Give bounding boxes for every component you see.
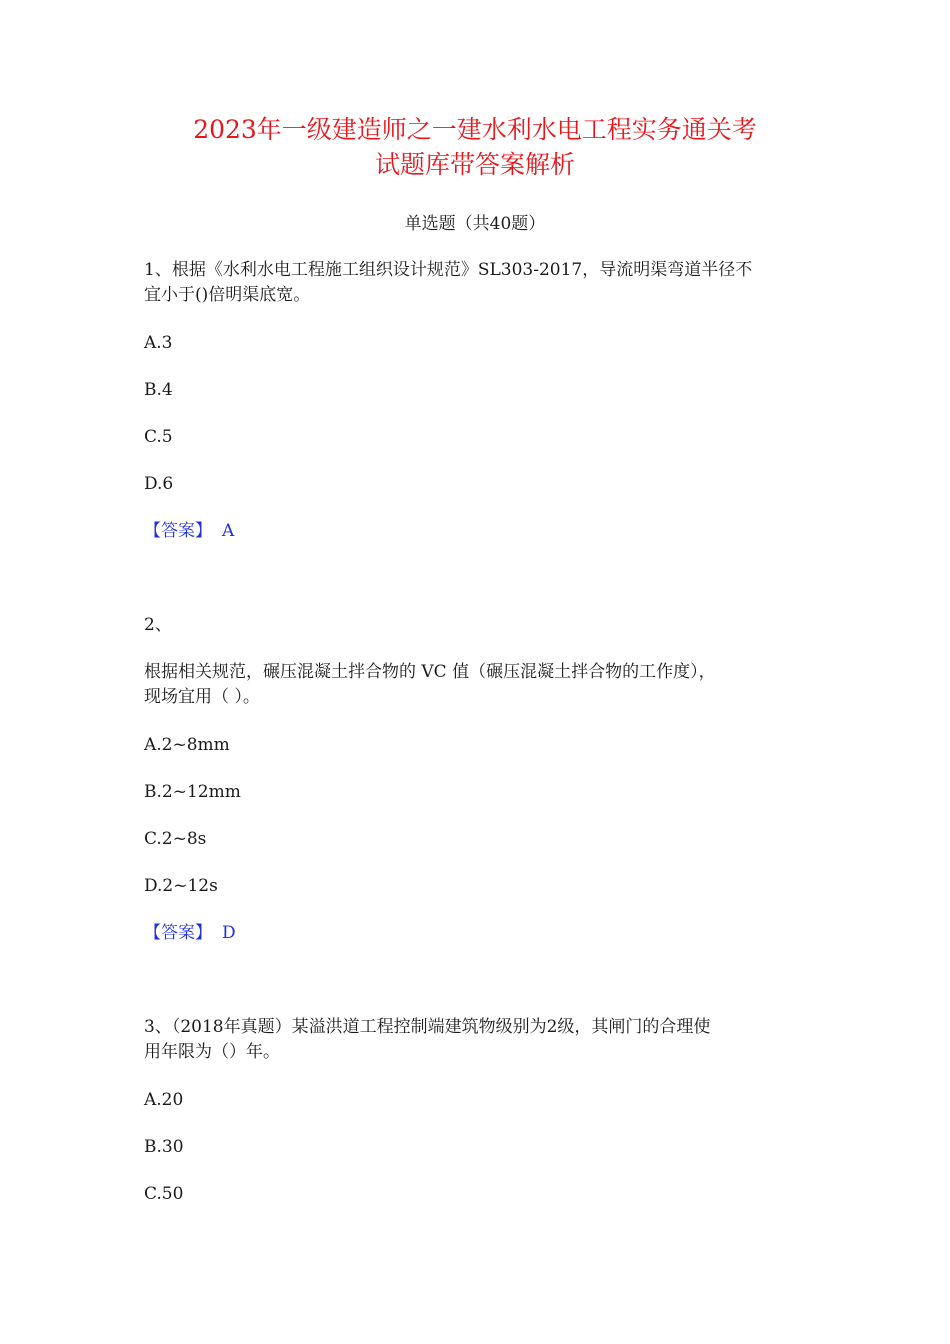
question-1-option-a: A.3 — [144, 333, 173, 353]
question-2-line-2: 现场宜用（ ）。 — [144, 687, 260, 707]
question-2-text — [144, 660, 814, 710]
question-3-line-1: 3、（2018年真题）某溢洪道工程控制端建筑物级别为2级，其闸门的合理使 — [144, 1017, 711, 1037]
answer-label: 【答案】 — [144, 521, 212, 541]
question-1-line-1: 1、根据《水利水电工程施工组织设计规范》SL303-2017，导流明渠弯道半径不 — [144, 260, 753, 280]
title-line-1: 2023年一级建造师之一建水利水电工程实务通关考 — [193, 115, 757, 144]
answer-value: A — [222, 521, 235, 541]
question-2-line-1: 根据相关规范，碾压混凝土拌合物的 VC 值（碾压混凝土拌合物的工作度）， — [144, 662, 716, 682]
question-3-option-b: B.30 — [144, 1137, 184, 1157]
question-1-option-b: B.4 — [144, 380, 173, 400]
question-1-option-c: C.5 — [144, 427, 173, 447]
question-3-line-2: 用年限为（）年。 — [144, 1042, 280, 1062]
answer-label: 【答案】 — [144, 923, 212, 943]
title-line-2: 试题库带答案解析 — [374, 150, 575, 179]
document-title — [120, 112, 830, 182]
answer-value: D — [222, 923, 236, 943]
question-2-option-d: D.2~12s — [144, 876, 218, 896]
question-2-option-a: A.2~8mm — [144, 735, 230, 755]
question-1-answer — [144, 520, 234, 542]
question-1-line-2: 宜小于()倍明渠底宽。 — [144, 285, 311, 305]
question-2-answer — [144, 922, 236, 944]
question-1-option-d: D.6 — [144, 474, 174, 494]
question-2-number: 2、 — [144, 615, 172, 635]
question-3-text — [144, 1015, 814, 1065]
question-2-option-c: C.2~8s — [144, 829, 207, 849]
question-3-option-c: C.50 — [144, 1184, 184, 1204]
question-2-option-b: B.2~12mm — [144, 782, 241, 802]
section-heading: 单选题（共40题） — [404, 214, 546, 234]
question-1-text — [144, 258, 814, 308]
question-3-option-a: A.20 — [144, 1090, 184, 1110]
